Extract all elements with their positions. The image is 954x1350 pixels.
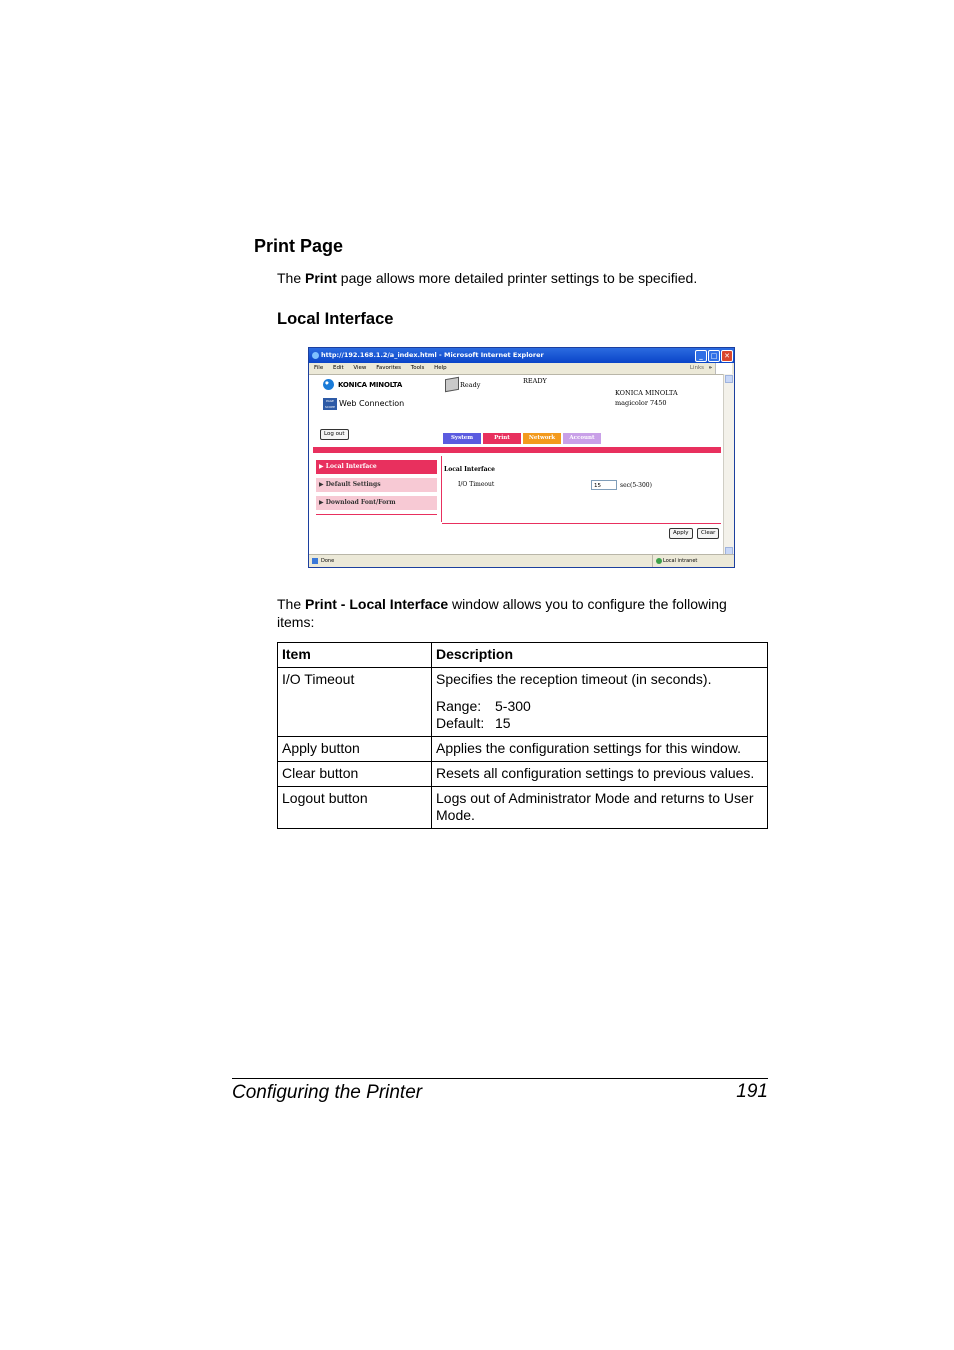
printer-icon — [445, 377, 459, 392]
brand-name: KONICA MINOLTA — [338, 381, 403, 389]
table-cell-description: Applies the configuration settings for this window. — [432, 737, 768, 762]
model-maker: KONICA MINOLTA — [615, 389, 678, 397]
range-info: Range: 5-300 Default: 15 — [436, 698, 531, 731]
clear-button[interactable]: Clear — [697, 528, 719, 539]
triangle-right-icon: ▶ — [319, 481, 324, 488]
table-cell-description: Resets all configuration settings to previous values. — [432, 762, 768, 787]
logout-button[interactable]: Log out — [320, 429, 349, 440]
browser-titlebar — [309, 348, 734, 363]
table-row — [278, 737, 768, 762]
intranet-icon — [656, 558, 662, 564]
konica-minolta-logo-icon — [323, 379, 334, 390]
section-intro: The Print page allows more detailed printer settings to be specified. — [277, 270, 698, 286]
io-timeout-label: I/O Timeout — [458, 481, 495, 488]
footer-rule — [232, 1078, 768, 1079]
tab-system[interactable]: System — [443, 433, 481, 444]
vertical-scrollbar[interactable] — [723, 374, 734, 556]
web-connection-label: Web Connection — [339, 399, 405, 408]
ie-icon — [312, 352, 319, 359]
sidebar-item-local-interface[interactable]: ▶ Local Interface — [316, 460, 437, 474]
sidebar-item-download-font-form[interactable]: ▶ Download Font/Form — [316, 496, 437, 510]
pagescope-logo-icon: PAGE SCOPE — [324, 399, 336, 409]
triangle-right-icon: ▶ — [319, 499, 324, 506]
table-cell-description: Specifies the reception timeout (in seconds). Range: 5-300 Default: 15 — [432, 668, 768, 737]
model-name: magicolor 7450 — [615, 399, 667, 407]
menu-view[interactable]: View — [353, 365, 367, 371]
browser-menubar — [309, 363, 734, 375]
items-table — [277, 642, 768, 829]
table-header-item: Item — [278, 643, 432, 668]
browser-statusbar — [309, 554, 734, 567]
printer-status: READY — [523, 377, 547, 385]
section-title: Print Page — [254, 236, 344, 256]
maximize-icon[interactable]: □ — [708, 350, 720, 362]
browser-screenshot — [308, 347, 735, 568]
table-cell-item: Logout button — [278, 787, 432, 829]
menu-tools[interactable]: Tools — [410, 365, 425, 371]
chevron-right-icon[interactable]: » — [708, 365, 712, 371]
table-row — [278, 787, 768, 829]
apply-button[interactable]: Apply — [669, 528, 693, 539]
table-cell-item: I/O Timeout — [278, 668, 432, 737]
table-cell-item: Apply button — [278, 737, 432, 762]
table-header-row — [278, 643, 768, 668]
menu-edit[interactable]: Edit — [332, 365, 344, 371]
table-lead-text: The Print - Local Interface window allows you to configure the following items: — [277, 596, 727, 630]
tab-network[interactable]: Network — [523, 433, 561, 444]
footer-chapter: Configuring the Printer — [232, 1082, 423, 1103]
table-cell-description: Logs out of Administrator Mode and returns to User Mode. — [432, 787, 768, 829]
page-icon — [312, 558, 318, 564]
windows-logo-icon — [715, 363, 732, 374]
content-bottom-rule — [442, 523, 721, 524]
close-icon[interactable]: ✕ — [721, 350, 733, 362]
minimize-icon[interactable]: _ — [695, 350, 707, 362]
scroll-up-icon[interactable] — [725, 375, 733, 383]
table-row — [278, 762, 768, 787]
content-divider — [441, 456, 442, 522]
menu-file[interactable]: File — [314, 365, 324, 371]
browser-title: http://192.168.1.2/a_index.html - Microsoft Internet Explorer — [321, 351, 544, 359]
tab-underline-bar — [313, 447, 721, 453]
tab-print[interactable]: Print — [483, 433, 521, 444]
subsection-title: Local Interface — [277, 310, 394, 328]
io-timeout-input[interactable]: 15 — [591, 480, 617, 490]
table-row — [278, 668, 768, 737]
page-number: 191 — [736, 1081, 768, 1102]
printer-status-icon-label: Ready — [460, 381, 481, 389]
menu-favorites[interactable]: Favorites — [376, 365, 402, 371]
tab-account[interactable]: Account — [563, 433, 601, 444]
sidebar-item-default-settings[interactable]: ▶ Default Settings — [316, 478, 437, 492]
status-done: Done — [321, 558, 335, 564]
content-title: Local Interface — [444, 466, 495, 473]
status-zone: Local intranet — [652, 555, 731, 567]
table-header-description: Description — [432, 643, 768, 668]
io-timeout-unit: sec(5-300) — [620, 482, 652, 489]
sidebar-divider — [316, 514, 437, 515]
menu-help[interactable]: Help — [434, 365, 447, 371]
triangle-right-icon: ▶ — [319, 463, 324, 470]
table-cell-item: Clear button — [278, 762, 432, 787]
links-toolbar[interactable]: Links — [689, 365, 704, 371]
